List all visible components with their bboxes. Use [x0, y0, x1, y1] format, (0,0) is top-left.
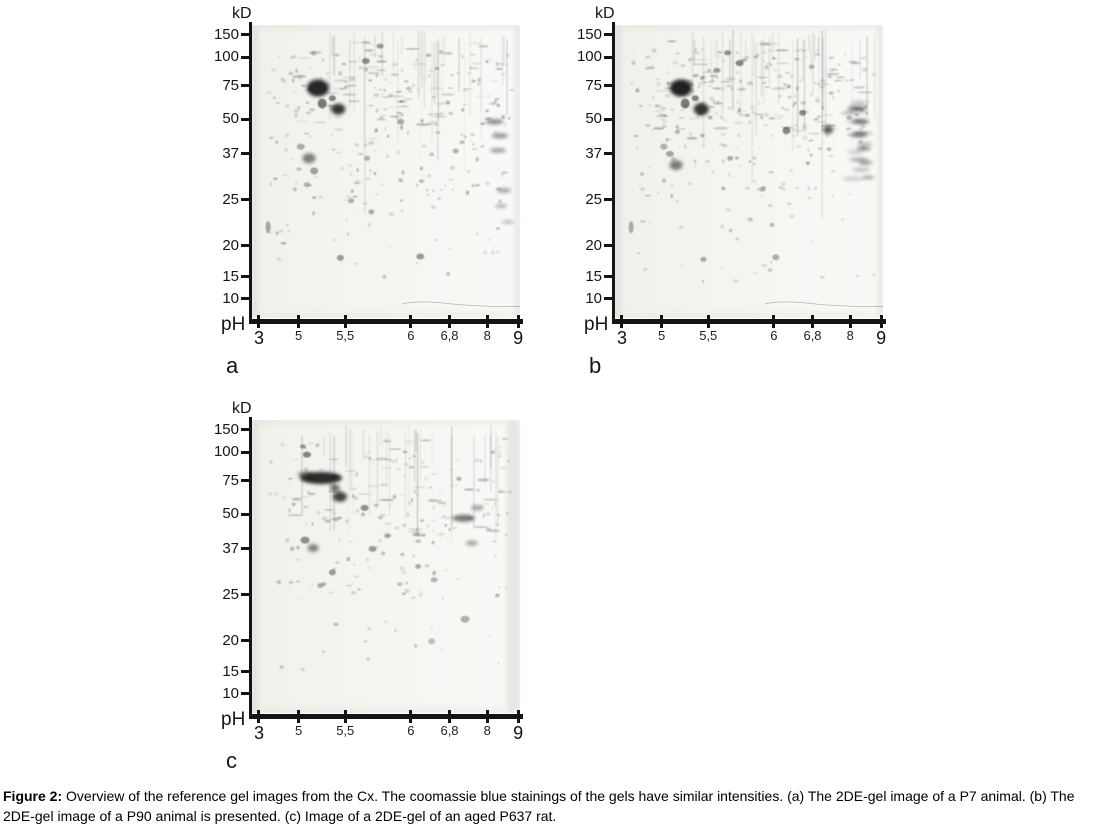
y-tick-b [604, 152, 615, 155]
y-tick-a [241, 33, 252, 36]
x-tick-label-a: 3 [253, 328, 264, 348]
x-tick-c [448, 710, 451, 723]
gel-photo-c [252, 420, 520, 713]
y-tick-b [604, 297, 615, 300]
x-tick-label-c: 5,5 [336, 723, 355, 738]
x-tick-c [297, 710, 300, 723]
y-tick-label-b: 100 [576, 48, 602, 66]
x-tick-a [344, 315, 347, 328]
y-tick-label-c: 10 [222, 684, 239, 702]
y-tick-label-c: 75 [222, 471, 239, 489]
y-axis-line-c [249, 417, 252, 719]
y-tick-label-b: 20 [585, 236, 602, 254]
x-tick-label-a: 6,8 [440, 328, 459, 343]
x-tick-b [849, 315, 852, 328]
x-tick-label-c: 8 [483, 723, 491, 738]
y-tick-b [604, 56, 615, 59]
y-tick-label-a: 37 [222, 144, 239, 162]
y-tick-label-b: 150 [576, 25, 602, 43]
y-tick-label-c: 37 [222, 539, 239, 557]
y-tick-label-a: 25 [222, 190, 239, 208]
x-tick-b [772, 315, 775, 328]
x-tick-label-b: 5 [658, 328, 666, 343]
x-tick-label-a: 6 [407, 328, 415, 343]
y-tick-label-a: 20 [222, 236, 239, 254]
y-tick-label-a: 75 [222, 76, 239, 94]
y-tick-c [241, 692, 252, 695]
caption-figure-text: Overview of the reference gel images from the Cx. The coomassie blue stainings of the gels have similar intensities. (a) The 2DE-gel image of a P7 animal. (b) The 2DE-gel image of a P90 animal is presented. (c) Image of a 2DE-gel of an aged P637 rat. [3, 788, 1075, 824]
x-tick-a [409, 315, 412, 328]
gel-image-b [615, 25, 883, 318]
x-tick-c [257, 710, 260, 723]
gel-photo-b [615, 25, 883, 318]
y-tick-label-c: 150 [213, 420, 239, 438]
x-tick-label-c: 6,8 [440, 723, 459, 738]
y-tick-a [241, 84, 252, 87]
y-tick-label-b: 15 [585, 267, 602, 285]
y-tick-c [241, 479, 252, 482]
x-tick-b [880, 315, 883, 328]
x-tick-label-b: 8 [846, 328, 854, 343]
x-tick-label-b: 5,5 [699, 328, 718, 343]
x-tick-a [448, 315, 451, 328]
y-tick-a [241, 244, 252, 247]
x-tick-label-a: 9 [513, 328, 524, 348]
gel-image-a [252, 25, 520, 318]
y-tick-c [241, 451, 252, 454]
gel-photo-a [252, 25, 520, 318]
x-tick-b [620, 315, 623, 328]
x-tick-label-c: 5 [295, 723, 303, 738]
x-tick-b [811, 315, 814, 328]
y-tick-label-a: 15 [222, 267, 239, 285]
x-tick-label-b: 6,8 [803, 328, 822, 343]
x-axis-line-b [612, 319, 886, 324]
x-tick-c [344, 710, 347, 723]
x-tick-label-a: 8 [483, 328, 491, 343]
y-tick-label-c: 20 [222, 631, 239, 649]
y-tick-c [241, 428, 252, 431]
x-tick-a [297, 315, 300, 328]
y-tick-label-c: 15 [222, 662, 239, 680]
y-tick-label-b: 75 [585, 76, 602, 94]
y-tick-label-b: 10 [585, 289, 602, 307]
y-tick-a [241, 198, 252, 201]
y-tick-b [604, 198, 615, 201]
x-tick-a [517, 315, 520, 328]
x-tick-label-c: 6 [407, 723, 415, 738]
x-axis-unit-label-a: pH [221, 314, 246, 335]
x-tick-a [486, 315, 489, 328]
x-tick-label-b: 6 [770, 328, 778, 343]
y-tick-a [241, 152, 252, 155]
x-tick-label-c: 3 [253, 723, 264, 743]
x-tick-a [257, 315, 260, 328]
y-axis-unit-label-c: kD [232, 400, 252, 417]
y-tick-label-b: 50 [585, 110, 602, 128]
y-tick-a [241, 118, 252, 121]
panel-letter-b: b [589, 353, 602, 378]
y-tick-b [604, 118, 615, 121]
y-tick-a [241, 297, 252, 300]
x-axis-line-c [249, 714, 523, 719]
x-tick-c [517, 710, 520, 723]
y-axis-unit-label-b: kD [595, 5, 615, 22]
figure-caption [3, 787, 1107, 826]
gel-image-c [252, 420, 520, 713]
x-tick-label-b: 9 [876, 328, 887, 348]
y-axis-unit-label-a: kD [232, 5, 252, 22]
y-tick-label-c: 100 [213, 443, 239, 461]
x-tick-c [409, 710, 412, 723]
y-tick-b [604, 84, 615, 87]
x-axis-unit-label-b: pH [584, 314, 609, 335]
y-axis-line-b [612, 22, 615, 324]
x-tick-label-c: 9 [513, 723, 524, 743]
y-tick-label-a: 10 [222, 289, 239, 307]
x-tick-label-b: 3 [616, 328, 627, 348]
caption-figure-label: Figure 2: [3, 788, 63, 804]
y-tick-label-b: 25 [585, 190, 602, 208]
y-tick-label-a: 50 [222, 110, 239, 128]
y-tick-c [241, 593, 252, 596]
y-tick-c [241, 670, 252, 673]
x-tick-b [660, 315, 663, 328]
x-tick-b [707, 315, 710, 328]
y-tick-b [604, 244, 615, 247]
y-tick-b [604, 275, 615, 278]
panel-letter-a: a [226, 353, 239, 378]
y-tick-c [241, 513, 252, 516]
y-tick-c [241, 547, 252, 550]
y-tick-label-c: 50 [222, 505, 239, 523]
y-tick-b [604, 33, 615, 36]
x-tick-label-a: 5 [295, 328, 303, 343]
x-axis-unit-label-c: pH [221, 709, 246, 730]
x-axis-line-a [249, 319, 523, 324]
y-axis-line-a [249, 22, 252, 324]
y-tick-a [241, 275, 252, 278]
y-tick-a [241, 56, 252, 59]
y-tick-label-c: 25 [222, 585, 239, 603]
x-tick-c [486, 710, 489, 723]
y-tick-c [241, 639, 252, 642]
panel-letter-c: c [226, 748, 237, 773]
y-tick-label-a: 150 [213, 25, 239, 43]
x-tick-label-a: 5,5 [336, 328, 355, 343]
y-tick-label-b: 37 [585, 144, 602, 162]
y-tick-label-a: 100 [213, 48, 239, 66]
